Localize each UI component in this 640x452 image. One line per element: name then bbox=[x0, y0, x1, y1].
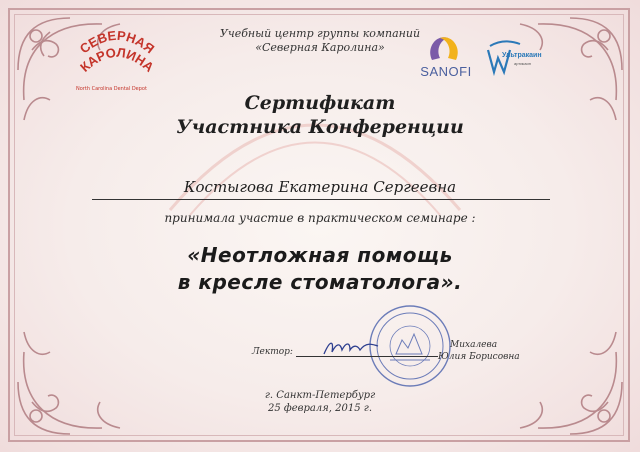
north-carolina-logo bbox=[72, 20, 162, 90]
corner-ornament-bottom-left bbox=[10, 322, 130, 442]
lecturer-label: Лектор: bbox=[252, 347, 293, 357]
lecturer-signature bbox=[320, 334, 382, 360]
logo-word-1: СЕВЕРНАЯ bbox=[76, 27, 158, 57]
recipient-name: Костыгова Екатерина Сергеевна bbox=[183, 178, 457, 196]
lecturer-given-name: Юлия Борисовна bbox=[438, 352, 520, 362]
certificate-title: Сертификат bbox=[244, 92, 396, 114]
brand-watermark bbox=[150, 60, 480, 230]
issue-date: 25 февраля, 2015 г. bbox=[267, 403, 373, 414]
organization-line-2: «Северная Каролина» bbox=[255, 41, 385, 54]
lecturer-surname: Михалева bbox=[450, 340, 498, 350]
sanofi-wordmark: SANOFI bbox=[420, 64, 472, 79]
city: г. Санкт-Петербург bbox=[264, 390, 376, 401]
organization-line-1: Учебный центр группы компаний bbox=[219, 27, 421, 40]
ultracain-wordmark: Ультракаин bbox=[502, 52, 542, 59]
certificate-subtitle: Участника Конференции bbox=[176, 116, 464, 138]
logo-word-2: КАРОЛИНА bbox=[77, 44, 157, 75]
seminar-title-line-1: «Неотложная помощь bbox=[187, 243, 453, 267]
recipient-underline bbox=[92, 199, 550, 200]
logo-subtitle: North Carolina Dental Depot bbox=[76, 86, 147, 92]
ultracain-subtitle: артикаин bbox=[514, 61, 531, 66]
seminar-title-line-2: в кресле стоматолога». bbox=[177, 270, 463, 294]
participation-text: принимала участие в практическом семинаре : bbox=[164, 211, 476, 225]
